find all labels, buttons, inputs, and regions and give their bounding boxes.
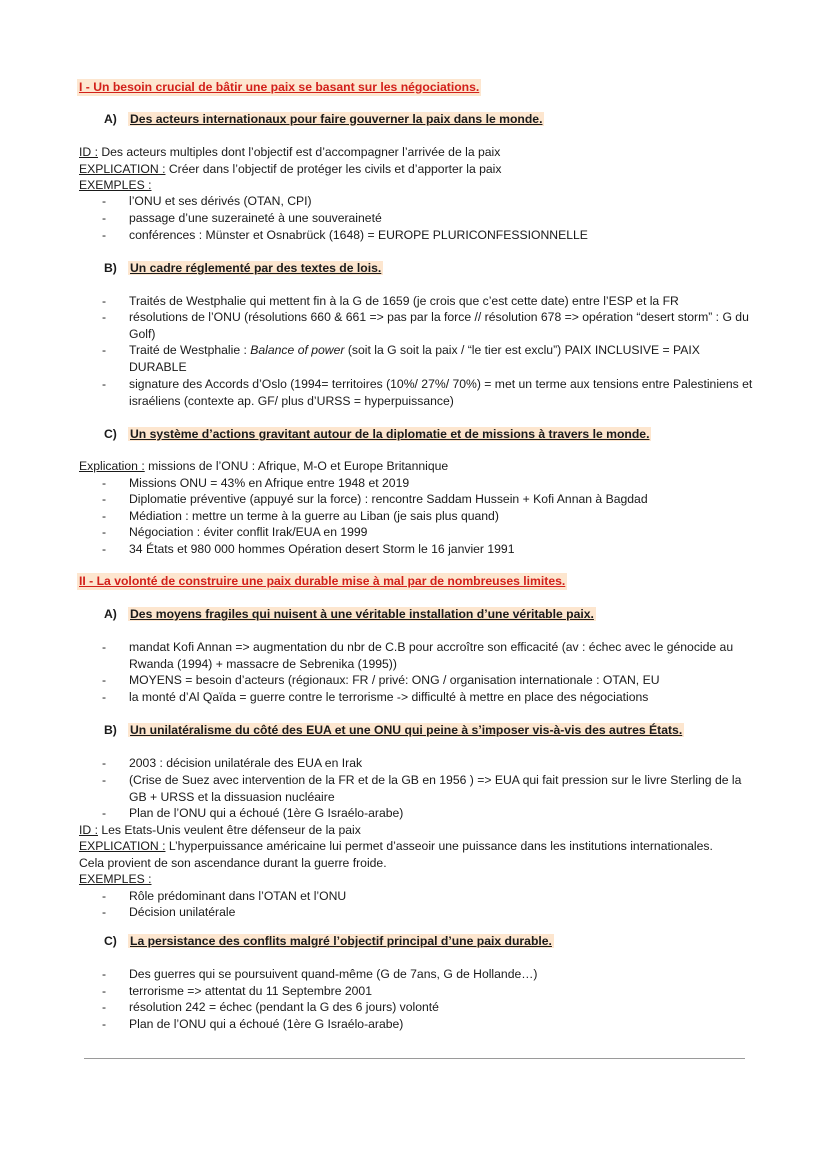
list-item: - Plan de l’ONU qui a échoué (1ère G Israélo-arabe) <box>102 806 404 820</box>
part2-heading: II - La volonté de construire une paix durable mise à mal par de nombreuses limites. <box>79 574 566 588</box>
list-item: - Décision unilatérale <box>102 905 236 919</box>
list-item: - résolution 242 = échec (pendant la G des 6 jours) volonté <box>102 1000 439 1014</box>
part1-section-c-heading: C) Un système d’actions gravitant autour de la diplomatie et de missions à travers le monde. <box>104 427 650 441</box>
list-item: - MOYENS = besoin d’acteurs (régionaux: FR / privé: ONG / organisation internationale : OTAN, EU <box>102 673 660 687</box>
id-line: ID : Les Etats-Unis veulent être défenseur de la paix <box>79 823 361 837</box>
list-item: - Traité de Westphalie : Balance of power (soit la G soit la paix / “le tier est exclu”) PAIX INCLUSIVE = PAIX DURABLE <box>102 343 700 374</box>
part1-heading: I - Un besoin crucial de bâtir une paix se basant sur les négociations. <box>79 80 480 94</box>
list-item: - Diplomatie préventive (appuyé sur la force) : rencontre Saddam Hussein + Kofi Annan à Bagdad <box>102 492 648 506</box>
explication-line: Explication : missions de l’ONU : Afrique, M-O et Europe Britannique <box>79 459 449 473</box>
list-item: - Des guerres qui se poursuivent quand-même (G de 7ans, G de Hollande…) <box>102 967 538 981</box>
part2-section-a-heading: A) Des moyens fragiles qui nuisent à une véritable installation d’une véritable paix. <box>104 607 594 621</box>
part2-heading-row <box>79 573 756 590</box>
list-item: - terrorisme => attentat du 11 Septembre 2001 <box>102 984 372 998</box>
list-item: - mandat Kofi Annan => augmentation du nbr de C.B pour accroître son efficacité (av : échec avec le génocide au Rwanda (1994) + massacre de Sebrenika (1995)) <box>102 640 734 671</box>
list-item: - Plan de l’ONU qui a échoué (1ère G Israélo-arabe) <box>102 1017 404 1031</box>
id-line: ID : Des acteurs multiples dont l’objectif est d’accompagner l’arrivée de la paix <box>79 145 501 159</box>
list-item: - signature des Accords d’Oslo (1994= territoires (10%/ 27%/ 70%) = met un terme aux tensions entre Palestiniens et israéliens (contexte ap. GF/ plus d’URSS = hyperpuissance) <box>102 377 753 408</box>
exemples-label: EXEMPLES : <box>79 178 152 192</box>
list-item: - Traités de Westphalie qui mettent fin à la G de 1659 (je crois que c’est cette date) entre l’ESP et la FR <box>102 294 679 308</box>
list-item: - (Crise de Suez avec intervention de la FR et de la GB en 1956 ) => EUA qui fait pression sur le livre Sterling de la GB + URSS et la dissuasion nucléaire <box>102 773 742 804</box>
explication-line-cont: Cela provient de son ascendance durant la guerre froide. <box>79 856 387 870</box>
list-item: - l’ONU et ses dérivés (OTAN, CPI) <box>102 194 312 208</box>
part1-heading-row <box>79 79 756 96</box>
list-item: - 34 États et 980 000 hommes Opération desert Storm le 16 janvier 1991 <box>102 542 515 556</box>
horizontal-rule <box>84 1058 745 1059</box>
list-item: - Missions ONU = 43% en Afrique entre 1948 et 2019 <box>102 476 410 490</box>
list-item: - la monté d’Al Qaïda = guerre contre le terrorisme -> difficulté à mettre en place des négociations <box>102 690 649 704</box>
part1-section-a-heading: A) Des acteurs internationaux pour faire gouverner la paix dans le monde. <box>104 112 543 126</box>
part2-section-b-heading: B) Un unilatéralisme du côté des EUA et une ONU qui peine à s’imposer vis-à-vis des autres États. <box>104 723 683 737</box>
list-item: - résolutions de l’ONU (résolutions 660 & 661 => pas par la force // résolution 678 => opération “desert storm” : G du Golf) <box>102 310 749 341</box>
list-item: - 2003 : décision unilatérale des EUA en Irak <box>102 756 363 770</box>
list-item: - passage d’une suzeraineté à une souveraineté <box>102 211 382 225</box>
list-item: - conférences : Münster et Osnabrück (1648) = EUROPE PLURICONFESSIONNELLE <box>102 228 588 242</box>
part1-section-b-heading: B) Un cadre réglementé par des textes de lois. <box>104 261 382 275</box>
explication-line: EXPLICATION : L’hyperpuissance américaine lui permet d’asseoir une puissance dans les institutions internationales. <box>79 839 713 853</box>
list-item: - Négociation : éviter conflit Irak/EUA en 1999 <box>102 525 368 539</box>
list-item: - Rôle prédominant dans l’OTAN et l’ONU <box>102 889 347 903</box>
part2-section-c-heading: C) La persistance des conflits malgré l’objectif principal d’une paix durable. <box>104 934 552 948</box>
explication-line: EXPLICATION : Créer dans l’objectif de protéger les civils et d’apporter la paix <box>79 162 502 176</box>
exemples-label: EXEMPLES : <box>79 872 152 886</box>
list-item: - Médiation : mettre un terme à la guerre au Liban (je sais plus quand) <box>102 509 499 523</box>
